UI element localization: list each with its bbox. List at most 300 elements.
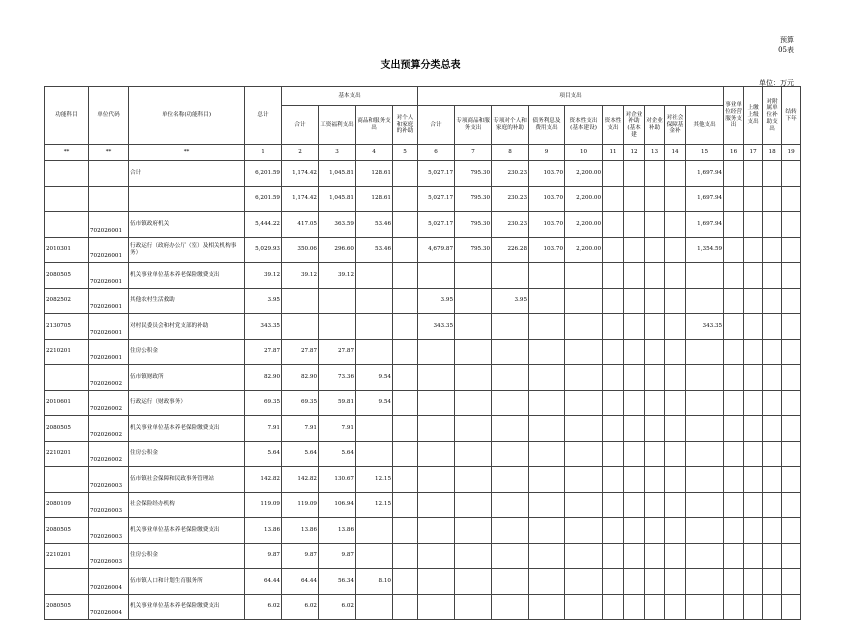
value-cell bbox=[624, 186, 645, 212]
value-cell bbox=[418, 492, 455, 518]
value-cell bbox=[603, 237, 624, 263]
value-cell: 230.23 bbox=[492, 186, 529, 212]
func-subject-cell bbox=[45, 161, 89, 187]
unit-name-cell: 伍市镇社会保障和民政事务管理站 bbox=[129, 467, 245, 493]
table-row bbox=[45, 212, 801, 238]
func-subject-cell: 2082502 bbox=[45, 288, 89, 314]
value-cell: 1,697.94 bbox=[686, 161, 724, 187]
value-cell bbox=[393, 314, 418, 340]
value-cell bbox=[763, 339, 782, 365]
value-cell bbox=[645, 186, 665, 212]
header-project: 项目支出 bbox=[418, 87, 724, 106]
value-cell: 2,200.00 bbox=[565, 237, 603, 263]
value-cell: 7.91 bbox=[245, 416, 282, 442]
value-cell bbox=[356, 288, 393, 314]
func-subject-cell: 2010601 bbox=[45, 390, 89, 416]
value-cell: 39.12 bbox=[245, 263, 282, 289]
value-cell bbox=[724, 263, 744, 289]
value-cell bbox=[418, 467, 455, 493]
value-cell: 5.64 bbox=[319, 441, 356, 467]
value-cell bbox=[645, 161, 665, 187]
value-cell bbox=[393, 339, 418, 365]
index-cell: 12 bbox=[624, 145, 645, 161]
value-cell bbox=[565, 518, 603, 544]
unit-code-cell: 702026001 bbox=[89, 288, 129, 314]
value-cell bbox=[665, 467, 686, 493]
value-cell bbox=[418, 569, 455, 595]
value-cell bbox=[565, 569, 603, 595]
value-cell bbox=[665, 314, 686, 340]
value-cell bbox=[624, 390, 645, 416]
value-cell: 230.23 bbox=[492, 161, 529, 187]
unit-code-cell: 702026001 bbox=[89, 212, 129, 238]
value-cell: 39.12 bbox=[319, 263, 356, 289]
value-cell bbox=[455, 492, 492, 518]
value-cell bbox=[603, 543, 624, 569]
value-cell bbox=[565, 467, 603, 493]
value-cell: 3.95 bbox=[492, 288, 529, 314]
unit-code-cell: 702026004 bbox=[89, 594, 129, 620]
value-cell: 1,045.81 bbox=[319, 161, 356, 187]
value-cell: 230.23 bbox=[492, 212, 529, 238]
table-row bbox=[45, 263, 801, 289]
value-cell bbox=[624, 339, 645, 365]
value-cell bbox=[782, 441, 801, 467]
value-cell bbox=[529, 518, 565, 544]
value-cell bbox=[492, 441, 529, 467]
value-cell: 73.36 bbox=[319, 365, 356, 391]
value-cell: 103.70 bbox=[529, 237, 565, 263]
value-cell bbox=[645, 518, 665, 544]
value-cell bbox=[686, 441, 724, 467]
value-cell bbox=[763, 390, 782, 416]
value-cell: 12.15 bbox=[356, 492, 393, 518]
value-cell bbox=[782, 467, 801, 493]
func-subject-cell bbox=[45, 569, 89, 595]
value-cell bbox=[393, 569, 418, 595]
value-cell bbox=[645, 237, 665, 263]
value-cell: 64.44 bbox=[282, 569, 319, 595]
value-cell bbox=[665, 441, 686, 467]
func-subject-cell bbox=[45, 365, 89, 391]
value-cell bbox=[744, 569, 763, 595]
unit-name-cell: 伍市镇财政所 bbox=[129, 365, 245, 391]
unit-code-cell: 702026001 bbox=[89, 263, 129, 289]
value-cell bbox=[565, 543, 603, 569]
value-cell bbox=[724, 441, 744, 467]
value-cell bbox=[624, 569, 645, 595]
value-cell bbox=[492, 263, 529, 289]
value-cell bbox=[763, 467, 782, 493]
value-cell: 27.87 bbox=[282, 339, 319, 365]
func-subject-cell: 2130705 bbox=[45, 314, 89, 340]
value-cell: 59.81 bbox=[319, 390, 356, 416]
value-cell bbox=[744, 365, 763, 391]
value-cell bbox=[665, 594, 686, 620]
value-cell bbox=[393, 543, 418, 569]
value-cell bbox=[724, 569, 744, 595]
value-cell: 6.02 bbox=[282, 594, 319, 620]
index-cell: 14 bbox=[665, 145, 686, 161]
value-cell bbox=[492, 467, 529, 493]
value-cell bbox=[565, 441, 603, 467]
value-cell bbox=[686, 416, 724, 442]
unit-name-cell: 机关事业单位基本养老保险缴费支出 bbox=[129, 518, 245, 544]
value-cell: 2,200.00 bbox=[565, 186, 603, 212]
value-cell bbox=[686, 543, 724, 569]
value-cell: 2,200.00 bbox=[565, 212, 603, 238]
value-cell bbox=[744, 237, 763, 263]
value-cell: 6,201.59 bbox=[245, 161, 282, 187]
value-cell bbox=[393, 212, 418, 238]
value-cell bbox=[565, 263, 603, 289]
value-cell bbox=[455, 314, 492, 340]
value-cell bbox=[744, 390, 763, 416]
value-cell bbox=[645, 416, 665, 442]
value-cell bbox=[763, 441, 782, 467]
value-cell bbox=[724, 288, 744, 314]
value-cell bbox=[455, 518, 492, 544]
value-cell: 82.90 bbox=[282, 365, 319, 391]
value-cell bbox=[492, 518, 529, 544]
value-cell bbox=[603, 263, 624, 289]
value-cell: 142.82 bbox=[282, 467, 319, 493]
value-cell bbox=[645, 569, 665, 595]
value-cell: 9.54 bbox=[356, 390, 393, 416]
value-cell bbox=[645, 390, 665, 416]
value-cell: 3.95 bbox=[418, 288, 455, 314]
value-cell: 5,027.17 bbox=[418, 186, 455, 212]
value-cell: 142.82 bbox=[245, 467, 282, 493]
value-cell bbox=[356, 594, 393, 620]
value-cell bbox=[356, 441, 393, 467]
value-cell bbox=[686, 263, 724, 289]
value-cell bbox=[665, 492, 686, 518]
value-cell: 103.70 bbox=[529, 161, 565, 187]
value-cell bbox=[665, 288, 686, 314]
index-cell: 2 bbox=[282, 145, 319, 161]
header-func-subject: 功能科目 bbox=[45, 87, 89, 145]
value-cell bbox=[724, 467, 744, 493]
value-cell bbox=[744, 467, 763, 493]
value-cell bbox=[763, 416, 782, 442]
value-cell: 1,045.81 bbox=[319, 186, 356, 212]
value-cell: 296.60 bbox=[319, 237, 356, 263]
header-project-sub: 资本性支出 bbox=[603, 106, 624, 145]
header-basic: 基本支出 bbox=[282, 87, 418, 106]
value-cell bbox=[645, 339, 665, 365]
value-cell bbox=[763, 237, 782, 263]
value-cell bbox=[624, 237, 645, 263]
page-title: 支出预算分类总表 bbox=[380, 60, 461, 71]
value-cell: 7.91 bbox=[282, 416, 319, 442]
header-basic-sub: 商品和服务支出 bbox=[356, 106, 393, 145]
value-cell: 27.87 bbox=[319, 339, 356, 365]
value-cell bbox=[603, 441, 624, 467]
value-cell: 6.02 bbox=[319, 594, 356, 620]
value-cell bbox=[782, 314, 801, 340]
value-cell bbox=[455, 390, 492, 416]
value-cell bbox=[665, 569, 686, 595]
value-cell bbox=[763, 569, 782, 595]
value-cell bbox=[356, 518, 393, 544]
value-cell bbox=[418, 543, 455, 569]
func-subject-cell bbox=[45, 467, 89, 493]
index-cell: ** bbox=[89, 145, 129, 161]
value-cell bbox=[624, 416, 645, 442]
value-cell bbox=[282, 314, 319, 340]
header-basic-sub: 对个人和家庭的补助 bbox=[393, 106, 418, 145]
value-cell: 795.30 bbox=[455, 186, 492, 212]
value-cell bbox=[282, 288, 319, 314]
value-cell bbox=[624, 263, 645, 289]
value-cell: 103.70 bbox=[529, 212, 565, 238]
value-cell: 226.28 bbox=[492, 237, 529, 263]
index-cell: ** bbox=[45, 145, 89, 161]
value-cell: 363.59 bbox=[319, 212, 356, 238]
value-cell bbox=[393, 594, 418, 620]
value-cell bbox=[665, 518, 686, 544]
value-cell bbox=[603, 339, 624, 365]
value-cell bbox=[686, 339, 724, 365]
value-cell: 3.95 bbox=[245, 288, 282, 314]
value-cell bbox=[529, 365, 565, 391]
value-cell bbox=[763, 288, 782, 314]
value-cell bbox=[319, 288, 356, 314]
index-row bbox=[45, 145, 801, 161]
value-cell: 53.46 bbox=[356, 212, 393, 238]
value-cell bbox=[529, 390, 565, 416]
value-cell bbox=[603, 161, 624, 187]
value-cell bbox=[782, 569, 801, 595]
value-cell: 9.54 bbox=[356, 365, 393, 391]
value-cell: 417.05 bbox=[282, 212, 319, 238]
value-cell bbox=[565, 390, 603, 416]
value-cell bbox=[665, 263, 686, 289]
value-cell bbox=[744, 314, 763, 340]
table-row bbox=[45, 186, 801, 212]
index-cell: 18 bbox=[763, 145, 782, 161]
value-cell bbox=[418, 416, 455, 442]
value-cell bbox=[393, 288, 418, 314]
value-cell bbox=[529, 288, 565, 314]
table-row bbox=[45, 492, 801, 518]
index-cell: 7 bbox=[455, 145, 492, 161]
index-cell: 10 bbox=[565, 145, 603, 161]
value-cell: 4,679.87 bbox=[418, 237, 455, 263]
header-unit-name: 单位名称(功能科目) bbox=[129, 87, 245, 145]
unit-name-cell bbox=[129, 186, 245, 212]
value-cell: 6.02 bbox=[245, 594, 282, 620]
value-cell bbox=[624, 365, 645, 391]
unit-name-cell: 机关事业单位基本养老保险缴费支出 bbox=[129, 416, 245, 442]
value-cell: 5.64 bbox=[245, 441, 282, 467]
header-project-sub: 专项商品和服务支出 bbox=[455, 106, 492, 145]
unit-code-cell: 702026001 bbox=[89, 237, 129, 263]
header-project-sub: 债务利息及费用支出 bbox=[529, 106, 565, 145]
value-cell: 8.10 bbox=[356, 569, 393, 595]
index-cell: 11 bbox=[603, 145, 624, 161]
value-cell bbox=[603, 365, 624, 391]
value-cell bbox=[665, 416, 686, 442]
unit-code-cell: 702026002 bbox=[89, 441, 129, 467]
value-cell bbox=[724, 416, 744, 442]
corner-line2: 05表 bbox=[778, 46, 794, 54]
value-cell bbox=[782, 186, 801, 212]
value-cell bbox=[603, 390, 624, 416]
value-cell bbox=[529, 263, 565, 289]
value-cell bbox=[782, 390, 801, 416]
value-cell bbox=[418, 263, 455, 289]
value-cell bbox=[624, 594, 645, 620]
value-cell bbox=[356, 263, 393, 289]
value-cell bbox=[724, 543, 744, 569]
header-basic-sub: 工资福利支出 bbox=[319, 106, 356, 145]
value-cell bbox=[418, 441, 455, 467]
value-cell bbox=[744, 212, 763, 238]
value-cell bbox=[492, 314, 529, 340]
value-cell bbox=[724, 518, 744, 544]
value-cell bbox=[455, 543, 492, 569]
value-cell bbox=[455, 416, 492, 442]
value-cell bbox=[356, 543, 393, 569]
unit-name-cell: 行政运行（政府办公厅（室）及相关机构事务） bbox=[129, 237, 245, 263]
value-cell bbox=[645, 543, 665, 569]
value-cell bbox=[782, 594, 801, 620]
value-cell: 1,174.42 bbox=[282, 161, 319, 187]
value-cell: 128.61 bbox=[356, 186, 393, 212]
value-cell bbox=[744, 441, 763, 467]
value-cell bbox=[724, 594, 744, 620]
value-cell: 7.91 bbox=[319, 416, 356, 442]
value-cell bbox=[418, 365, 455, 391]
func-subject-cell: 2080505 bbox=[45, 594, 89, 620]
value-cell bbox=[686, 390, 724, 416]
value-cell bbox=[686, 518, 724, 544]
value-cell bbox=[763, 518, 782, 544]
value-cell bbox=[645, 263, 665, 289]
index-cell: 15 bbox=[686, 145, 724, 161]
value-cell: 5,029.93 bbox=[245, 237, 282, 263]
value-cell: 5,444.22 bbox=[245, 212, 282, 238]
func-subject-cell bbox=[45, 212, 89, 238]
table-row bbox=[45, 467, 801, 493]
table-row bbox=[45, 441, 801, 467]
table-row bbox=[45, 569, 801, 595]
header-project-sub: 合计 bbox=[418, 106, 455, 145]
unit-code-cell: 702026002 bbox=[89, 416, 129, 442]
value-cell bbox=[603, 416, 624, 442]
value-cell bbox=[665, 390, 686, 416]
index-cell: 17 bbox=[744, 145, 763, 161]
value-cell bbox=[724, 339, 744, 365]
value-cell: 5,027.17 bbox=[418, 212, 455, 238]
value-cell: 1,697.94 bbox=[686, 212, 724, 238]
value-cell bbox=[782, 365, 801, 391]
unit-name-cell: 机关事业单位基本养老保险缴费支出 bbox=[129, 594, 245, 620]
value-cell bbox=[624, 441, 645, 467]
value-cell bbox=[455, 467, 492, 493]
value-cell bbox=[393, 365, 418, 391]
index-cell: 19 bbox=[782, 145, 801, 161]
unit-name-cell: 合计 bbox=[129, 161, 245, 187]
value-cell: 13.86 bbox=[282, 518, 319, 544]
value-cell: 795.30 bbox=[455, 237, 492, 263]
value-cell bbox=[645, 314, 665, 340]
unit-code-cell: 702026003 bbox=[89, 518, 129, 544]
func-subject-cell: 2210201 bbox=[45, 441, 89, 467]
value-cell bbox=[782, 543, 801, 569]
value-cell bbox=[744, 594, 763, 620]
value-cell bbox=[356, 416, 393, 442]
value-cell bbox=[529, 569, 565, 595]
value-cell bbox=[529, 594, 565, 620]
index-cell: 8 bbox=[492, 145, 529, 161]
func-subject-cell: 2080505 bbox=[45, 416, 89, 442]
unit-name-cell: 社会保险经办机构 bbox=[129, 492, 245, 518]
unit-code-cell: 702026001 bbox=[89, 314, 129, 340]
value-cell bbox=[782, 416, 801, 442]
value-cell bbox=[356, 314, 393, 340]
header-project-sub: 对企业补助 bbox=[645, 106, 665, 145]
value-cell bbox=[724, 212, 744, 238]
value-cell bbox=[418, 339, 455, 365]
table-row bbox=[45, 594, 801, 620]
value-cell bbox=[782, 161, 801, 187]
value-cell bbox=[724, 390, 744, 416]
func-subject-cell: 2080505 bbox=[45, 263, 89, 289]
table-row bbox=[45, 365, 801, 391]
unit-code-cell: 702026002 bbox=[89, 390, 129, 416]
value-cell bbox=[782, 212, 801, 238]
value-cell bbox=[455, 569, 492, 595]
value-cell: 5,027.17 bbox=[418, 161, 455, 187]
value-cell: 1,697.94 bbox=[686, 186, 724, 212]
value-cell: 130.67 bbox=[319, 467, 356, 493]
header-project-sub: 其他支出 bbox=[686, 106, 724, 145]
value-cell bbox=[529, 543, 565, 569]
value-cell bbox=[686, 467, 724, 493]
unit-name-cell: 住房公积金 bbox=[129, 543, 245, 569]
value-cell: 6,201.59 bbox=[245, 186, 282, 212]
value-cell bbox=[724, 314, 744, 340]
value-cell bbox=[529, 339, 565, 365]
value-cell bbox=[744, 339, 763, 365]
value-cell: 9.87 bbox=[282, 543, 319, 569]
value-cell: 2,200.00 bbox=[565, 161, 603, 187]
value-cell bbox=[393, 441, 418, 467]
table-row bbox=[45, 339, 801, 365]
value-cell bbox=[763, 186, 782, 212]
value-cell bbox=[603, 467, 624, 493]
header-extra-1: 事业单位经营服务支出 bbox=[724, 87, 744, 145]
value-cell: 64.44 bbox=[245, 569, 282, 595]
value-cell bbox=[624, 518, 645, 544]
index-cell: 6 bbox=[418, 145, 455, 161]
value-cell bbox=[356, 339, 393, 365]
value-cell bbox=[393, 161, 418, 187]
unit-code-cell: 702026002 bbox=[89, 365, 129, 391]
table-row bbox=[45, 518, 801, 544]
unit-code-cell: 702026003 bbox=[89, 543, 129, 569]
value-cell bbox=[603, 186, 624, 212]
value-cell: 56.34 bbox=[319, 569, 356, 595]
header-total: 总计 bbox=[245, 87, 282, 145]
value-cell: 82.90 bbox=[245, 365, 282, 391]
value-cell: 27.87 bbox=[245, 339, 282, 365]
header-basic-sub: 合计 bbox=[282, 106, 319, 145]
value-cell: 1,174.42 bbox=[282, 186, 319, 212]
